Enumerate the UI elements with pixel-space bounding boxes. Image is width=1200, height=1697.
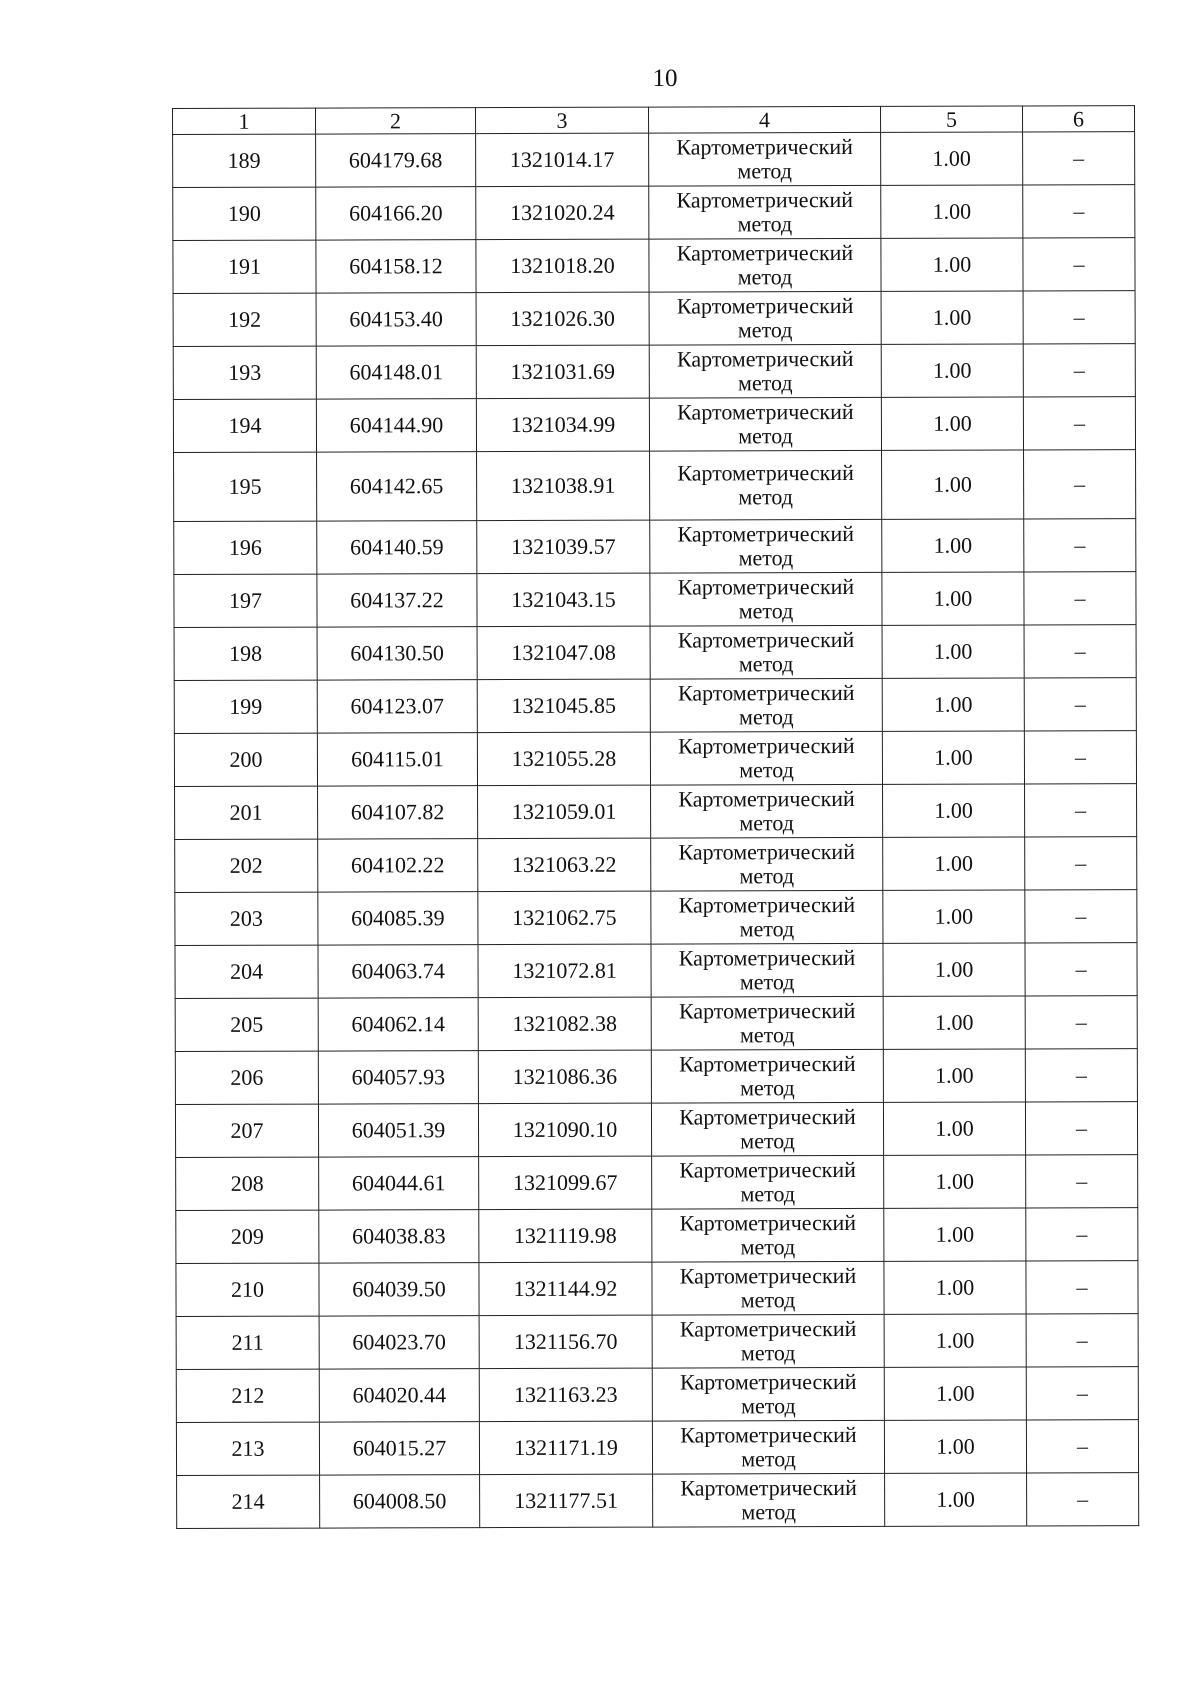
method-line-2: метод <box>741 1446 796 1472</box>
point-number-cell: 206 <box>175 1051 318 1104</box>
accuracy-cell: 1.00 <box>884 1261 1026 1314</box>
method-line-2: метод <box>740 1075 795 1101</box>
y-coordinate-cell: 1321156.70 <box>479 1315 652 1369</box>
description-cell: – <box>1023 344 1135 397</box>
y-coordinate-cell: 1321014.17 <box>476 133 649 187</box>
x-coordinate-cell: 604166.20 <box>316 187 476 240</box>
description-cell: – <box>1025 1049 1137 1102</box>
y-coordinate-cell: 1321034.99 <box>476 398 649 452</box>
table-row <box>173 397 1135 453</box>
header-cell: 1 <box>173 108 316 134</box>
y-coordinate-cell: 1321038.91 <box>477 451 650 521</box>
point-number-cell: 203 <box>175 892 318 945</box>
description-cell: – <box>1023 291 1135 344</box>
method-cell <box>651 996 883 1050</box>
method-line-1: Картометрический <box>679 1262 857 1289</box>
y-coordinate-cell: 1321055.28 <box>477 732 650 786</box>
point-number-cell: 197 <box>174 574 317 627</box>
description-cell: – <box>1026 1314 1138 1367</box>
accuracy-cell: 1.00 <box>884 1367 1026 1420</box>
description-cell: – <box>1026 1261 1138 1314</box>
description-cell: – <box>1024 450 1136 519</box>
method-cell <box>651 943 883 997</box>
accuracy-cell: 1.00 <box>881 238 1023 291</box>
y-coordinate-cell: 1321177.51 <box>480 1474 653 1528</box>
point-number-cell: 202 <box>175 839 318 892</box>
point-number-cell: 204 <box>175 945 318 998</box>
method-line-1: Картометрический <box>679 1103 856 1130</box>
accuracy-cell: 1.00 <box>883 1049 1025 1102</box>
point-number-cell: 199 <box>174 680 317 733</box>
method-line-2: метод <box>738 598 794 624</box>
accuracy-cell: 1.00 <box>881 397 1023 450</box>
method-cell <box>649 344 881 398</box>
accuracy-cell: 1.00 <box>883 784 1025 837</box>
description-cell: – <box>1026 1208 1138 1261</box>
method-line-2: метод <box>738 423 793 449</box>
method-cell <box>650 450 882 520</box>
x-coordinate-cell: 604062.14 <box>318 998 478 1051</box>
method-line-1: Картометрический <box>678 838 855 865</box>
description-cell: – <box>1027 1473 1139 1526</box>
method-line-1: Картометрический <box>679 1368 857 1395</box>
method-line-1: Картометрический <box>678 732 855 759</box>
table-row <box>174 572 1136 628</box>
description-cell: – <box>1025 943 1137 996</box>
description-cell: – <box>1024 572 1136 625</box>
description-cell: – <box>1025 837 1137 890</box>
method-cell <box>651 784 883 838</box>
method-line-1: Картометрический <box>680 1474 857 1501</box>
method-line-1: Картометрический <box>676 133 853 160</box>
y-coordinate-cell: 1321144.92 <box>479 1262 652 1316</box>
method-cell <box>653 1473 885 1527</box>
table-row <box>174 731 1136 787</box>
method-line-1: Картометрический <box>678 891 856 918</box>
method-cell <box>652 1420 884 1474</box>
method-cell <box>649 397 881 451</box>
point-number-cell: 192 <box>173 293 316 346</box>
method-line-2: метод <box>740 1287 796 1313</box>
x-coordinate-cell: 604107.82 <box>318 786 478 839</box>
method-cell <box>650 678 882 732</box>
description-cell: – <box>1024 678 1136 731</box>
method-cell <box>649 238 881 292</box>
method-line-1: Картометрический <box>679 1050 856 1077</box>
header-cell: 6 <box>1022 106 1134 132</box>
method-line-2: метод <box>740 1340 796 1366</box>
method-cell <box>652 1261 884 1315</box>
header-cell: 5 <box>880 106 1022 132</box>
method-line-1: Картометрический <box>677 626 855 653</box>
method-cell <box>651 1102 883 1156</box>
accuracy-cell: 1.00 <box>881 344 1023 397</box>
method-line-1: Картометрический <box>678 997 856 1024</box>
y-coordinate-cell: 1321031.69 <box>476 345 649 399</box>
x-coordinate-cell: 604039.50 <box>319 1263 479 1316</box>
accuracy-cell: 1.00 <box>881 132 1023 185</box>
accuracy-cell: 1.00 <box>881 185 1023 238</box>
method-line-2: метод <box>740 1181 796 1207</box>
method-line-2: метод <box>741 1499 796 1525</box>
x-coordinate-cell: 604130.50 <box>317 627 477 680</box>
table-row <box>176 1208 1138 1264</box>
point-number-cell: 205 <box>175 998 318 1051</box>
table-row <box>175 1049 1137 1105</box>
y-coordinate-cell: 1321163.23 <box>479 1368 652 1422</box>
method-line-1: Картометрический <box>679 1209 857 1236</box>
method-line-2: метод <box>740 1128 795 1154</box>
y-coordinate-cell: 1321090.10 <box>478 1103 651 1157</box>
x-coordinate-cell: 604008.50 <box>320 1475 480 1528</box>
method-cell <box>652 1367 884 1421</box>
x-coordinate-cell: 604142.65 <box>317 452 477 521</box>
method-cell <box>651 1049 883 1103</box>
method-line-1: Картометрический <box>676 345 854 372</box>
description-cell: – <box>1023 132 1135 185</box>
accuracy-cell: 1.00 <box>885 1473 1027 1526</box>
accuracy-cell: 1.00 <box>883 890 1025 943</box>
accuracy-cell: 1.00 <box>882 572 1024 625</box>
method-cell <box>649 291 881 345</box>
point-number-cell: 213 <box>176 1422 319 1475</box>
table-row <box>174 519 1136 575</box>
y-coordinate-cell: 1321063.22 <box>478 838 651 892</box>
description-cell: – <box>1023 397 1135 450</box>
description-cell: – <box>1025 1102 1137 1155</box>
header-cell: 2 <box>316 108 476 134</box>
table-row <box>174 625 1136 681</box>
method-line-2: метод <box>738 484 793 510</box>
coordinates-table-container <box>172 105 1139 1529</box>
method-line-2: метод <box>737 370 793 396</box>
method-line-2: метод <box>737 264 793 290</box>
table-row <box>175 890 1137 946</box>
page-number: 10 <box>652 65 678 92</box>
table-row <box>176 1155 1138 1211</box>
description-cell: – <box>1025 996 1137 1049</box>
x-coordinate-cell: 604123.07 <box>317 680 477 733</box>
method-cell <box>651 890 883 944</box>
x-coordinate-cell: 604144.90 <box>316 399 476 452</box>
method-line-2: метод <box>738 704 794 730</box>
method-cell <box>652 1155 884 1209</box>
y-coordinate-cell: 1321047.08 <box>477 626 650 680</box>
table-row <box>175 996 1137 1052</box>
header-cell: 4 <box>648 106 880 133</box>
method-cell <box>649 185 881 239</box>
table-row <box>173 291 1135 347</box>
method-cell <box>652 1314 884 1368</box>
y-coordinate-cell: 1321026.30 <box>476 292 649 346</box>
method-line-2: метод <box>739 863 795 889</box>
method-cell <box>650 625 882 679</box>
method-cell <box>650 572 882 626</box>
point-number-cell: 196 <box>174 521 317 574</box>
accuracy-cell: 1.00 <box>882 519 1024 572</box>
x-coordinate-cell: 604153.40 <box>316 293 476 346</box>
x-coordinate-cell: 604115.01 <box>317 733 477 786</box>
method-line-1: Картометрический <box>677 459 854 486</box>
y-coordinate-cell: 1321020.24 <box>476 186 649 240</box>
y-coordinate-cell: 1321072.81 <box>478 944 651 998</box>
point-number-cell: 198 <box>174 627 317 680</box>
method-line-1: Картометрический <box>676 239 854 266</box>
y-coordinate-cell: 1321039.57 <box>477 520 650 574</box>
description-cell: – <box>1025 784 1137 837</box>
point-number-cell: 200 <box>174 733 317 786</box>
point-number-cell: 208 <box>176 1157 319 1210</box>
y-coordinate-cell: 1321059.01 <box>478 785 651 839</box>
x-coordinate-cell: 604158.12 <box>316 240 476 293</box>
x-coordinate-cell: 604051.39 <box>318 1104 478 1157</box>
method-line-1: Картометрический <box>680 1421 857 1448</box>
point-number-cell: 212 <box>176 1369 319 1422</box>
accuracy-cell: 1.00 <box>882 731 1024 784</box>
method-line-2: метод <box>737 158 793 184</box>
y-coordinate-cell: 1321171.19 <box>479 1421 652 1475</box>
method-cell <box>650 731 882 785</box>
point-number-cell: 193 <box>173 346 316 399</box>
table-row <box>175 943 1137 999</box>
y-coordinate-cell: 1321119.98 <box>479 1209 652 1263</box>
accuracy-cell: 1.00 <box>883 837 1025 890</box>
x-coordinate-cell: 604179.68 <box>316 134 476 187</box>
table-row <box>176 1314 1138 1370</box>
accuracy-cell: 1.00 <box>882 678 1024 731</box>
point-number-cell: 209 <box>176 1210 319 1263</box>
x-coordinate-cell: 604044.61 <box>319 1157 479 1210</box>
x-coordinate-cell: 604063.74 <box>318 945 478 998</box>
table-row <box>175 1102 1137 1158</box>
point-number-cell: 194 <box>173 399 316 452</box>
description-cell: – <box>1026 1155 1138 1208</box>
x-coordinate-cell: 604085.39 <box>318 892 478 945</box>
x-coordinate-cell: 604137.22 <box>317 574 477 627</box>
method-line-2: метод <box>739 969 795 995</box>
coordinates-table <box>172 105 1139 1529</box>
accuracy-cell: 1.00 <box>882 625 1024 678</box>
table-row <box>174 450 1136 522</box>
table-row <box>173 132 1135 188</box>
method-line-2: метод <box>739 757 794 783</box>
method-cell <box>650 519 882 573</box>
y-coordinate-cell: 1321099.67 <box>479 1156 652 1210</box>
method-line-1: Картометрический <box>677 520 855 547</box>
table-row <box>173 344 1135 400</box>
y-coordinate-cell: 1321043.15 <box>477 573 650 627</box>
method-line-1: Картометрический <box>678 944 856 971</box>
y-coordinate-cell: 1321018.20 <box>476 239 649 293</box>
method-cell <box>652 1208 884 1262</box>
point-number-cell: 190 <box>173 187 316 240</box>
y-coordinate-cell: 1321062.75 <box>478 891 651 945</box>
accuracy-cell: 1.00 <box>882 450 1024 519</box>
table-row <box>173 238 1135 294</box>
method-line-2: метод <box>740 1234 796 1260</box>
y-coordinate-cell: 1321045.85 <box>477 679 650 733</box>
x-coordinate-cell: 604020.44 <box>319 1369 479 1422</box>
accuracy-cell: 1.00 <box>883 1102 1025 1155</box>
description-cell: – <box>1026 1367 1138 1420</box>
accuracy-cell: 1.00 <box>881 291 1023 344</box>
x-coordinate-cell: 604102.22 <box>318 839 478 892</box>
method-line-1: Картометрический <box>678 785 855 812</box>
point-number-cell: 214 <box>177 1475 320 1528</box>
method-cell <box>651 837 883 891</box>
y-coordinate-cell: 1321082.38 <box>478 997 651 1051</box>
method-line-1: Картометрический <box>679 1315 857 1342</box>
point-number-cell: 211 <box>176 1316 319 1369</box>
method-line-2: метод <box>739 810 794 836</box>
method-line-2: метод <box>738 545 794 571</box>
description-cell: – <box>1024 519 1136 572</box>
x-coordinate-cell: 604038.83 <box>319 1210 479 1263</box>
x-coordinate-cell: 604023.70 <box>319 1316 479 1369</box>
point-number-cell: 191 <box>173 240 316 293</box>
accuracy-cell: 1.00 <box>884 1208 1026 1261</box>
accuracy-cell: 1.00 <box>883 996 1025 1049</box>
description-cell: – <box>1023 238 1135 291</box>
x-coordinate-cell: 604015.27 <box>319 1422 479 1475</box>
method-line-1: Картометрический <box>676 292 854 319</box>
point-number-cell: 189 <box>173 134 316 187</box>
table-row <box>174 678 1136 734</box>
description-cell: – <box>1024 625 1136 678</box>
header-cell: 3 <box>476 107 649 134</box>
table-row <box>173 185 1135 241</box>
y-coordinate-cell: 1321086.36 <box>478 1050 651 1104</box>
description-cell: – <box>1023 185 1135 238</box>
x-coordinate-cell: 604140.59 <box>317 521 477 574</box>
method-line-1: Картометрический <box>677 679 855 706</box>
table-row <box>177 1473 1139 1529</box>
description-cell: – <box>1026 1420 1138 1473</box>
method-line-1: Картометрический <box>677 398 854 425</box>
point-number-cell: 210 <box>176 1263 319 1316</box>
method-line-1: Картометрический <box>679 1156 856 1183</box>
table-row <box>176 1420 1138 1476</box>
method-line-1: Картометрический <box>676 186 854 213</box>
description-cell: – <box>1025 890 1137 943</box>
table-body <box>173 106 1139 1529</box>
accuracy-cell: 1.00 <box>884 1155 1026 1208</box>
table-row <box>176 1261 1138 1317</box>
table-row <box>175 837 1137 893</box>
x-coordinate-cell: 604148.01 <box>316 346 476 399</box>
method-line-2: метод <box>737 211 793 237</box>
x-coordinate-cell: 604057.93 <box>318 1051 478 1104</box>
point-number-cell: 207 <box>175 1104 318 1157</box>
table-row <box>176 1367 1138 1423</box>
method-line-2: метод <box>739 1022 795 1048</box>
table-row <box>175 784 1137 840</box>
accuracy-cell: 1.00 <box>884 1314 1026 1367</box>
description-cell: – <box>1024 731 1136 784</box>
point-number-cell: 201 <box>175 786 318 839</box>
point-number-cell: 195 <box>174 452 317 521</box>
method-line-2: метод <box>741 1393 796 1419</box>
method-line-2: метод <box>737 317 793 343</box>
method-line-1: Картометрический <box>677 573 855 600</box>
accuracy-cell: 1.00 <box>883 943 1025 996</box>
header-row <box>173 106 1135 135</box>
method-line-2: метод <box>739 916 795 942</box>
method-line-2: метод <box>738 651 794 677</box>
method-cell <box>649 132 881 186</box>
accuracy-cell: 1.00 <box>884 1420 1026 1473</box>
